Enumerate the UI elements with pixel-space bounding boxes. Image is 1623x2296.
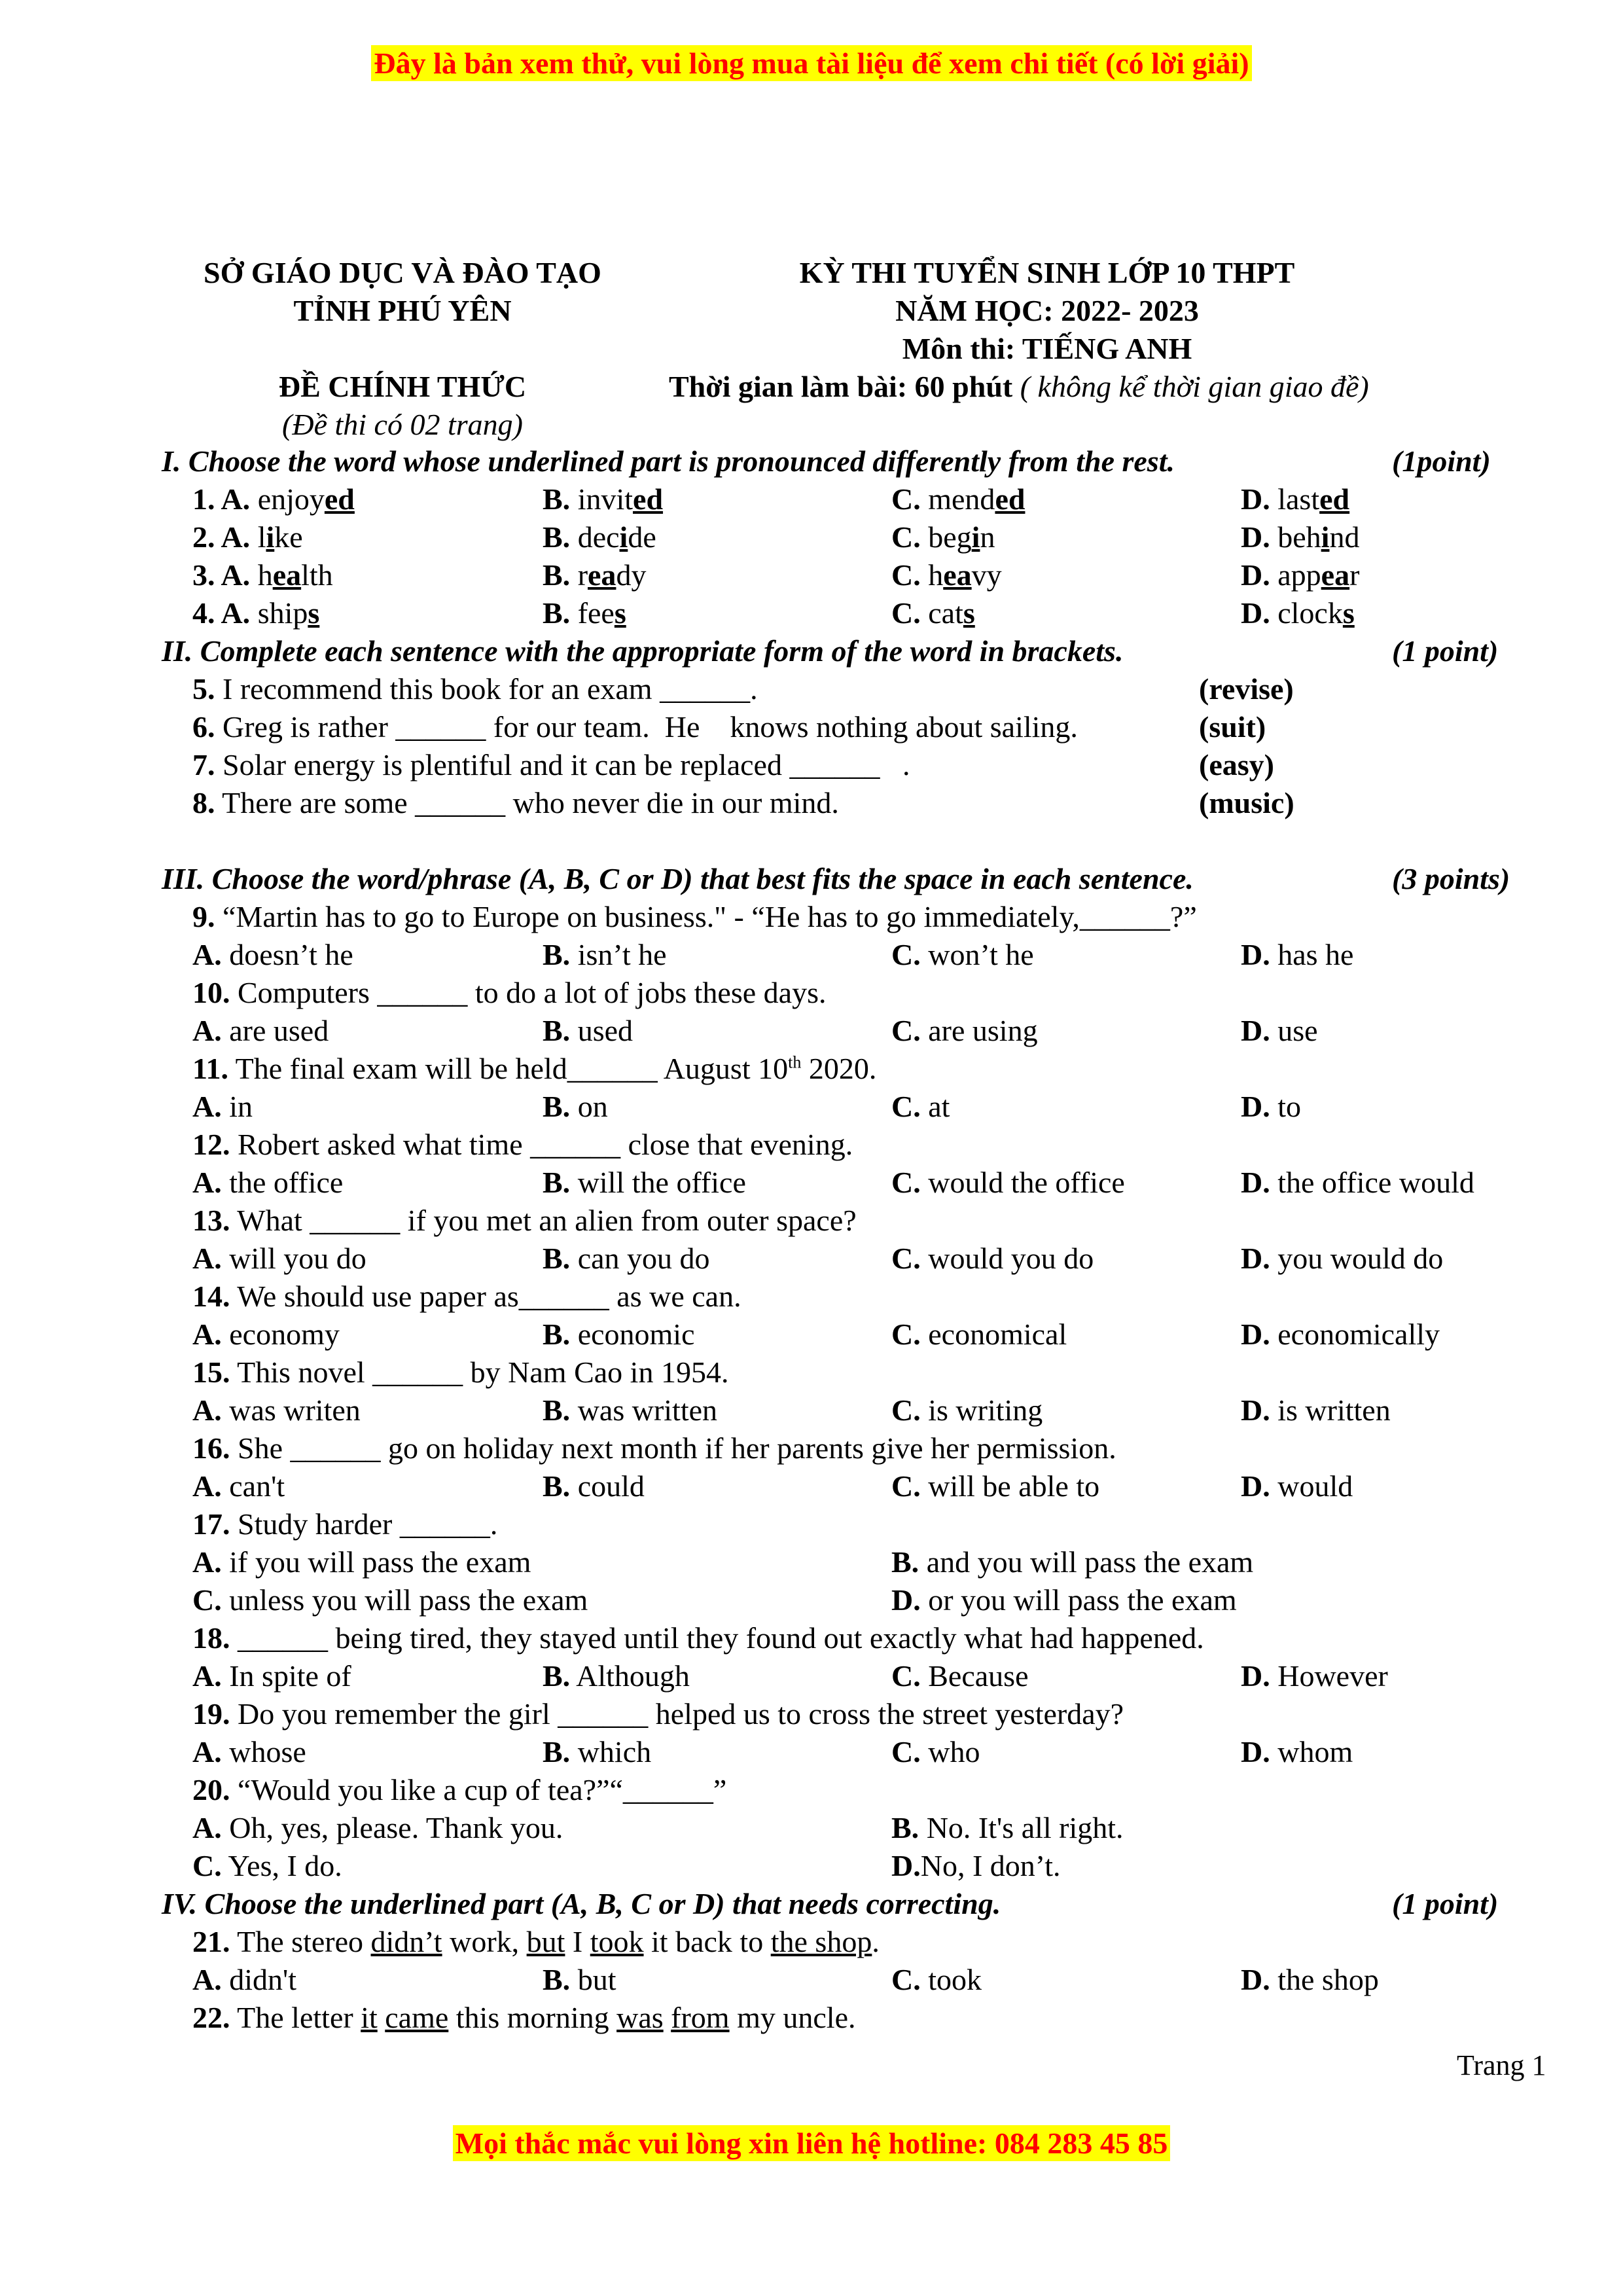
question-22: 22. The letter it came this morning was from my uncle. xyxy=(192,2001,856,2034)
question-20-options-cd: C. Yes, I do. D.No, I don’t. xyxy=(192,1849,1061,1882)
question-10: 10. Computers ______ to do a lot of jobs these days. xyxy=(192,976,827,1009)
section-1-points: (1point) xyxy=(1392,444,1491,478)
question-9: 9. “Martin has to go to Europe on business." - “He has to go immediately,______?” xyxy=(192,900,1197,933)
page-number: Trang 1 xyxy=(1457,2049,1546,2081)
word-hint: (music) xyxy=(1199,786,1294,819)
section-1-heading: I. Choose the word whose underlined part is pronounced differently from the rest. (1point) xyxy=(0,442,1623,480)
question-6: 6. Greg is rather ______ for our team. He knows nothing about sailing. (suit) xyxy=(0,708,1623,746)
question-19-options: A. whose B. which C. who D. whom xyxy=(192,1735,1353,1768)
section-2-points: (1 point) xyxy=(1392,634,1499,668)
department-name: SỞ GIÁO DỤC VÀ ĐÀO TẠO xyxy=(204,256,601,289)
question-4: 4. A. ships B. fees C. cats D. clocks xyxy=(192,596,1355,630)
question-1: 1. A. enjoyed B. invited C. mended D. lasted xyxy=(192,482,1350,516)
word-hint: (revise) xyxy=(1199,672,1294,706)
question-17-options-cd: C. unless you will pass the exam D. or you will pass the exam xyxy=(192,1583,1237,1617)
page-count-note: (Đề thi có 02 trang) xyxy=(282,408,523,441)
word-hint: (easy) xyxy=(1199,748,1274,781)
duration-note: ( không kể thời gian giao đề) xyxy=(1020,370,1369,403)
exam-subject: Môn thi: TIẾNG ANH xyxy=(902,332,1192,365)
question-2: 2. A. like B. decide C. begin D. behind xyxy=(192,520,1360,554)
preview-banner: Đây là bản xem thử, vui lòng mua tài liệu để xem chi tiết (có lời giải) xyxy=(0,46,1623,81)
question-15-options: A. was writen B. was written C. is writing D. is written xyxy=(192,1393,1391,1427)
question-13: 13. What ______ if you met an alien from outer space? xyxy=(192,1204,857,1237)
question-15: 15. This novel ______ by Nam Cao in 1954. xyxy=(192,1355,729,1389)
question-3: 3. A. health B. ready C. heavy D. appear xyxy=(192,558,1360,592)
question-20-options-ab: A. Oh, yes, please. Thank you. B. No. It's all right. xyxy=(192,1811,1124,1844)
official-label: ĐỀ CHÍNH THỨC (Đề thi có 02 trang) xyxy=(164,368,641,444)
question-7: 7. Solar energy is plentiful and it can be replaced ______ . (easy) xyxy=(0,746,1623,784)
question-18: 18. ______ being tired, they stayed until they found out exactly what had happened. xyxy=(192,1621,1204,1655)
question-21: 21. The stereo didn’t work, but I took it back to the shop. xyxy=(192,1925,880,1958)
question-19: 19. Do you remember the girl ______ helped us to cross the street yesterday? xyxy=(192,1697,1124,1731)
department-header xyxy=(164,254,641,330)
question-17-options-ab: A. if you will pass the exam B. and you will pass the exam xyxy=(192,1545,1254,1579)
question-11: 11. The final exam will be held______ August 10th 2020. xyxy=(192,1052,877,1085)
section-4-points: (1 point) xyxy=(1392,1887,1499,1920)
time-line xyxy=(0,368,1623,406)
question-12-options: A. the office B. will the office C. would the office D. the office would xyxy=(192,1166,1474,1199)
section-3-heading: III. Choose the word/phrase (A, B, C or D) that best fits the space in each sentence. (3 points) xyxy=(0,860,1623,898)
question-9-options: A. doesn’t he B. isn’t he C. won’t he D. has he xyxy=(192,938,1354,971)
question-20: 20. “Would you like a cup of tea?”“______” xyxy=(192,1773,727,1806)
exam-header xyxy=(694,254,1400,368)
question-13-options: A. will you do B. can you do C. would you do D. you would do xyxy=(192,1242,1444,1275)
school-year: NĂM HỌC: 2022- 2023 xyxy=(895,294,1199,327)
section-4-heading: IV. Choose the underlined part (A, B, C or D) that needs correcting. (1 point) xyxy=(0,1885,1623,1923)
question-18-options: A. In spite of B. Although C. Because D. However xyxy=(192,1659,1388,1693)
hotline-banner: Mọi thắc mắc vui lòng xin liên hệ hotline: 084 283 45 85 xyxy=(0,2126,1623,2161)
question-8: 8. There are some ______ who never die in our mind. (music) xyxy=(0,784,1623,822)
question-14: 14. We should use paper as______ as we can. xyxy=(192,1280,741,1313)
word-hint: (suit) xyxy=(1199,710,1266,744)
question-14-options: A. economy B. economic C. economical D. economically xyxy=(192,1318,1440,1351)
question-5: 5. I recommend this book for an exam ______. (revise) xyxy=(0,670,1623,708)
question-11-options: A. in B. on C. at D. to xyxy=(192,1090,1302,1123)
question-17: 17. Study harder ______. xyxy=(192,1507,498,1541)
section-3-points: (3 points) xyxy=(1392,862,1510,895)
province-name: TỈNH PHÚ YÊN xyxy=(293,294,512,327)
question-10-options: A. are used B. used C. are using D. use xyxy=(192,1014,1318,1047)
exam-duration: Thời gian làm bài: 60 phút xyxy=(669,370,1013,403)
question-16-options: A. can't B. could C. will be able to D. would xyxy=(192,1469,1353,1503)
section-2-heading: II. Complete each sentence with the appropriate form of the word in brackets. (1 point) xyxy=(0,632,1623,670)
question-21-options: A. didn't B. but C. took D. the shop xyxy=(192,1963,1379,1996)
question-16: 16. She ______ go on holiday next month if her parents give her permission. xyxy=(192,1431,1116,1465)
exam-title: KỲ THI TUYỂN SINH LỚP 10 THPT xyxy=(799,256,1295,289)
question-12: 12. Robert asked what time ______ close that evening. xyxy=(192,1128,853,1161)
